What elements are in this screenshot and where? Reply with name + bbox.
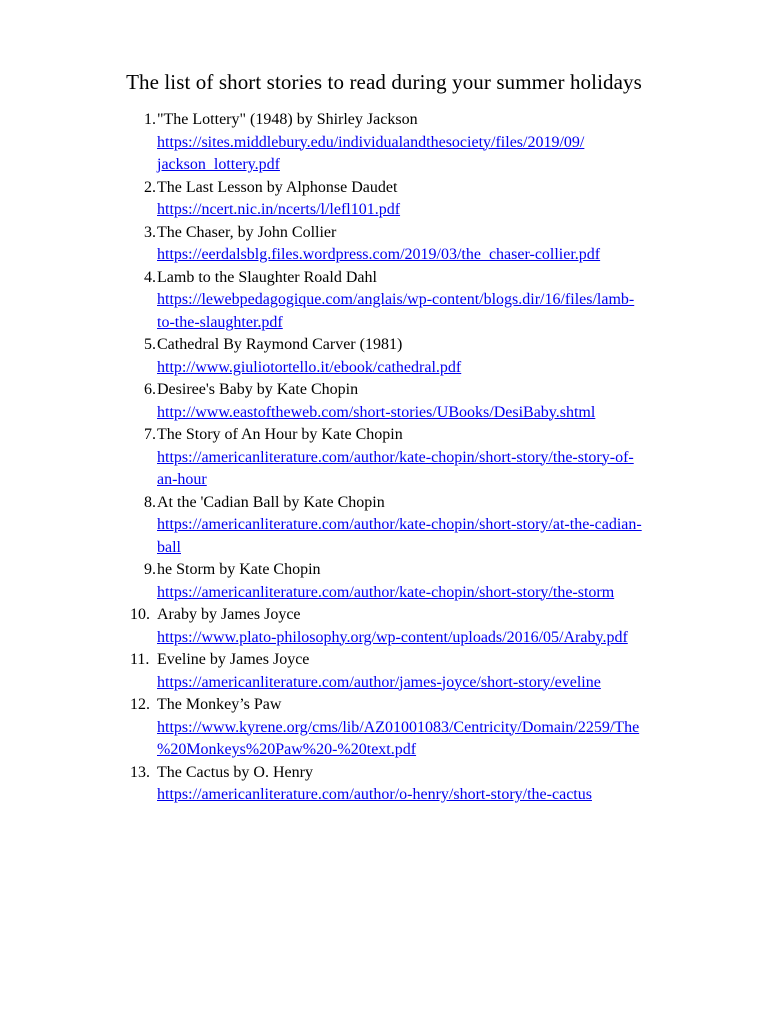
list-item-number: 11. [130,651,150,668]
story-link[interactable]: https://americanliterature.com/author/kate-chopin/short-story/at-the-cadian- [157,516,642,533]
story-link[interactable]: https://sites.middlebury.edu/individualandthesociety/files/2019/09/ [157,133,585,151]
story-link[interactable]: https://americanliterature.com/author/kate-chopin/short-story/the-storm [157,583,615,601]
list-item-number: 7. [144,426,156,443]
story-link[interactable]: https://www.kyrene.org/cms/lib/AZ01001083/Centricity/Domain/2259/The [157,718,640,736]
list-item [120,379,720,424]
story-link[interactable]: https://americanliterature.com/author/james-joyce/short-story/eveline [157,673,601,691]
list-item [120,694,720,762]
story-list [120,109,720,807]
story-title: Araby by James Joyce [157,606,301,623]
story-link[interactable]: to-the-slaughter.pdf [157,313,283,331]
list-item-number: 2. [144,178,156,196]
story-link[interactable]: http://www.eastoftheweb.com/short-stories/UBooks/DesiBaby.shtml [157,403,596,421]
story-title: Lamb to the Slaughter Roald Dahl [157,268,377,286]
list-item [120,604,720,649]
story-title: "The Lottery" (1948) by Shirley Jackson [157,111,418,128]
list-item [120,762,720,807]
story-link[interactable]: http://www.giuliotortello.it/ebook/cathedral.pdf [157,358,462,376]
story-link[interactable]: ball [157,538,181,556]
story-title: he Storm by Kate Chopin [157,561,321,578]
list-item-number: 1. [144,111,156,128]
list-item [120,559,720,604]
list-item [120,424,720,492]
list-item [120,334,720,379]
list-item-number: 5. [144,336,156,353]
list-item [120,177,720,222]
story-link[interactable]: https://eerdalsblg.files.wordpress.com/2019/03/the_chaser-collier.pdf [157,246,601,263]
story-link[interactable]: jackson_lottery.pdf [157,156,280,173]
story-title: The Monkey’s Paw [157,696,282,713]
story-title: The Last Lesson by Alphonse Daudet [157,178,398,196]
list-item-number: 12. [130,696,150,713]
list-item-number: 10. [130,606,150,623]
list-item [120,267,720,335]
story-link[interactable]: https://www.plato-philosophy.org/wp-content/uploads/2016/05/Araby.pdf [157,628,628,646]
list-item-number: 4. [144,268,156,286]
list-item [120,649,720,694]
story-link[interactable]: https://americanliterature.com/author/kate-chopin/short-story/the-story-of- [157,448,634,466]
story-link[interactable]: %20Monkeys%20Paw%20-%20text.pdf [157,741,417,758]
list-item-number: 3. [144,223,156,241]
story-title: Cathedral By Raymond Carver (1981) [157,336,403,353]
story-title: Desiree's Baby by Kate Chopin [157,381,359,398]
list-item-number: 13. [130,763,150,781]
list-item [120,109,720,177]
story-title: The Chaser, by John Collier [157,223,337,241]
story-link[interactable]: https://lewebpedagogique.com/anglais/wp-content/blogs.dir/16/files/lamb- [157,291,635,308]
story-link[interactable]: https://americanliterature.com/author/o-henry/short-story/the-cactus [157,786,592,803]
list-item-number: 6. [144,381,156,398]
page-title: The list of short stories to read during your summer holidays [126,70,642,94]
list-item [120,492,720,560]
list-item-number: 8. [144,493,156,511]
story-link[interactable]: https://ncert.nic.in/ncerts/l/lefl101.pdf [157,201,401,218]
story-title: The Cactus by O. Henry [157,763,313,781]
story-title: The Story of An Hour by Kate Chopin [157,426,403,443]
story-link[interactable]: an-hour [157,471,207,488]
story-title: Eveline by James Joyce [157,651,310,668]
list-item-number: 9. [144,561,156,578]
list-item [120,222,720,267]
story-title: At the 'Cadian Ball by Kate Chopin [157,493,385,511]
